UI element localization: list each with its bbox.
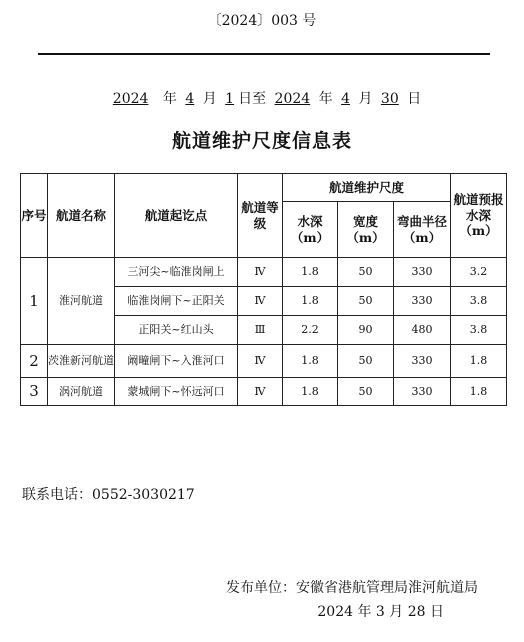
row-seq: 3	[21, 378, 48, 406]
row-seq: 1	[21, 258, 48, 345]
contact-phone: 联系电话：0552-3030217	[22, 487, 195, 503]
table-row	[21, 345, 507, 378]
row-seq: 2	[21, 345, 48, 378]
row-section: 正阳关~红山头	[115, 316, 238, 345]
row-forecast: 1.8	[451, 378, 507, 406]
row-width: 90	[338, 316, 394, 345]
header-grade: 航道等级	[238, 174, 283, 258]
row-width: 50	[338, 287, 394, 316]
header-forecast: 航道预报水深（m）	[451, 174, 507, 258]
year-char: 年	[162, 91, 177, 107]
row-depth: 1.8	[283, 378, 338, 406]
month-char: 月	[202, 91, 217, 107]
row-width: 50	[338, 258, 394, 287]
year-char: 年	[318, 91, 333, 107]
document-number: 〔2024〕003 号	[207, 13, 317, 29]
header-section: 航道起讫点	[115, 174, 238, 258]
row-grade: Ⅳ	[238, 287, 283, 316]
day-char: 日	[407, 91, 422, 107]
row-name: 淮河航道	[48, 258, 115, 345]
end-year: 2024	[274, 91, 311, 107]
row-section: 阚疃闸下~入淮河口	[115, 345, 238, 378]
table-row	[21, 378, 507, 406]
header-depth: 水深（m）	[283, 202, 338, 258]
row-forecast: 3.8	[451, 287, 507, 316]
month-char: 月	[358, 91, 373, 107]
day-to: 日至	[238, 91, 267, 107]
header-radius: 弯曲半径（m）	[394, 202, 451, 258]
row-radius: 330	[394, 258, 451, 287]
start-year: 2024	[112, 91, 149, 107]
row-grade: Ⅳ	[238, 378, 283, 406]
row-name: 涡河航道	[48, 378, 115, 406]
row-section: 蒙城闸下~怀远河口	[115, 378, 238, 406]
header-dims-group: 航道维护尺度	[283, 174, 451, 202]
row-radius: 480	[394, 316, 451, 345]
table-row	[21, 258, 507, 287]
row-section: 三河尖~临淮岗闸上	[115, 258, 238, 287]
header-seq: 序号	[21, 174, 48, 258]
row-name: 茨淮新河航道	[48, 345, 115, 378]
row-radius: 330	[394, 345, 451, 378]
row-depth: 1.8	[283, 258, 338, 287]
row-radius: 330	[394, 378, 451, 406]
row-section: 临淮岗闸下~正阳关	[115, 287, 238, 316]
row-depth: 1.8	[283, 345, 338, 378]
publisher: 发布单位：安徽省港航管理局淮河航道局	[226, 580, 478, 596]
header-name: 航道名称	[48, 174, 115, 258]
row-depth: 1.8	[283, 287, 338, 316]
start-month: 4	[185, 91, 195, 107]
row-depth: 2.2	[283, 316, 338, 345]
row-radius: 330	[394, 287, 451, 316]
start-day: 1	[225, 91, 235, 107]
end-day: 30	[380, 91, 399, 107]
date-range	[0, 88, 524, 108]
end-month: 4	[341, 91, 351, 107]
row-width: 50	[338, 345, 394, 378]
row-width: 50	[338, 378, 394, 406]
row-forecast: 3.2	[451, 258, 507, 287]
row-forecast: 1.8	[451, 345, 507, 378]
row-grade: Ⅲ	[238, 316, 283, 345]
row-forecast: 3.8	[451, 316, 507, 345]
page-title: 航道维护尺度信息表	[171, 130, 352, 152]
row-grade: Ⅳ	[238, 258, 283, 287]
header-divider	[38, 53, 490, 55]
row-grade: Ⅳ	[238, 345, 283, 378]
publish-date: 2024 年 3 月 28 日	[317, 604, 444, 620]
maintenance-table	[20, 173, 507, 406]
header-width: 宽度（m）	[338, 202, 394, 258]
